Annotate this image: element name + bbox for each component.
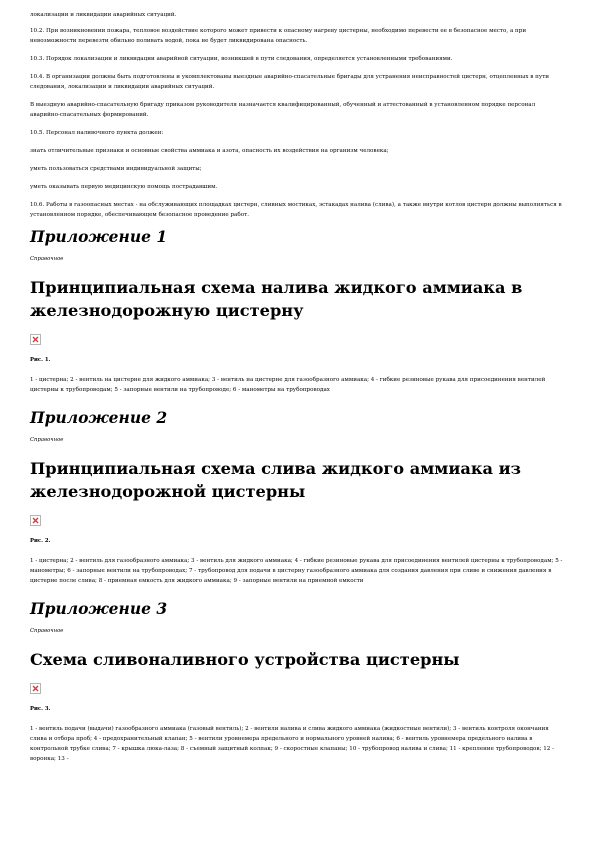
paragraph: 10.4. В организации должны быть подготовлены и укомплектованы выездные аварийно-спасательные бригады для устранения неисправностей цистерн, отцепленных в пути следования, локализации и ликвидации аварийных ситуаций. [30, 74, 550, 90]
appendix-heading: Приложение 1 [30, 227, 168, 246]
broken-image-icon [30, 515, 41, 526]
paragraph: 10.2. При возникновении пожара, тепловое воздействие которого может привести к опасному нагреву цистерны, необходимо перевести ее в безопасное место, а при невозможности перевезти обильно поливать водой, пока не будет ликвидирована опасность. [30, 28, 527, 44]
figure-label: Рис. 2. [30, 538, 51, 544]
appendix-title: Принципиальная схема налива жидкого аммиака в железнодорожную цистерну [30, 278, 523, 320]
broken-image-icon [30, 683, 41, 694]
appendix-note: Справочное [30, 256, 64, 262]
figure-legend: 1 - цистерна; 2 - вентиль для газообразного аммиака; 3 - вентиль для жидкого аммиака; 4 - гибкие резиновые рукава для присоединения вентилей цистерны к трубопроводам; 5 - манометры; 6 - запорные вентили на трубопроводах; 7 - трубопровод для подачи в цистерну газообразного аммиака для создания давления при сливе и снижения давления в цистерне после слива; 8 - приемная емкость для жидкого аммиака; 9 - запорные вентили на приемной емкости [30, 558, 563, 584]
paragraph: 10.5. Персонал наливочного пункта должен: [30, 130, 164, 136]
paragraph: 10.6. Работы в газоопасных местах - на обслуживающих площадках цистерн, сливных мостиках, эстакадах налива (слива), а также внутри котлов цистерн должны выполняться в установленном порядке, обеспечивающем безопасное проведение работ. [30, 202, 562, 218]
appendix-heading: Приложение 3 [30, 599, 168, 618]
appendix-heading: Приложение 2 [30, 408, 168, 427]
paragraph: знать отличительные признаки и основные свойства аммиака и азота, опасность их воздействия на организм человека; [30, 148, 389, 154]
appendix-title: Схема сливоналивного устройства цистерны [30, 650, 460, 669]
paragraph: уметь пользоваться средствами индивидуальной защиты; [30, 166, 202, 172]
broken-image-icon [30, 334, 41, 345]
figure-label: Рис. 3. [30, 706, 51, 712]
appendix-note: Справочное [30, 628, 64, 634]
appendix-title: Принципиальная схема слива жидкого аммиака из железнодорожной цистерны [30, 459, 521, 501]
paragraph: 10.3. Порядок локализации и ликвидации аварийной ситуации, возникшей в пути следования, определяется установленными требованиями. [30, 56, 453, 62]
paragraph: локализации и ликвидации аварийных ситуаций. [30, 12, 177, 18]
figure-label: Рис. 1. [30, 357, 51, 363]
figure-legend: 1 - цистерна; 2 - вентиль на цистерне для жидкого аммиака; 3 - вентиль на цистерне для газообразного аммиака; 4 - гибкие резиновые рукава для присоединения вентилей цистерны к трубопроводам; 5 - запорные вентили на трубопроводе; 6 - манометры на трубопроводах [30, 377, 546, 393]
figure-legend: 1 - вентиль подачи (выдачи) газообразного аммиака (газовый вентиль); 2 - вентили налива и слива жидкого аммиака (жидкостные вентили); 3 - вентиль контроля окончания слива и отбора проб; 4 - предохранительный клапан; 5 - вентили уровнемера предельного и нормального уровней налива; 6 - вентиль уровнемера предельного налива в контрольной трубке слива; 7 - крышка люка-лаза; 8 - съемный защитный колпак; 9 - скоростные клапаны; 10 - трубопровод налива и слива; 11 - крепление трубопроводов; 12 - воронка; 13 - [30, 726, 555, 762]
appendix-note: Справочное [30, 437, 64, 443]
paragraph: В выездную аварийно-спасательную бригаду приказом руководителя назначается квалифицированный, обученный и аттестованный в установленном порядке персонал аварийно-спасательных формирований. [30, 102, 536, 118]
paragraph: уметь оказывать первую медицинскую помощь пострадавшим. [30, 184, 218, 190]
